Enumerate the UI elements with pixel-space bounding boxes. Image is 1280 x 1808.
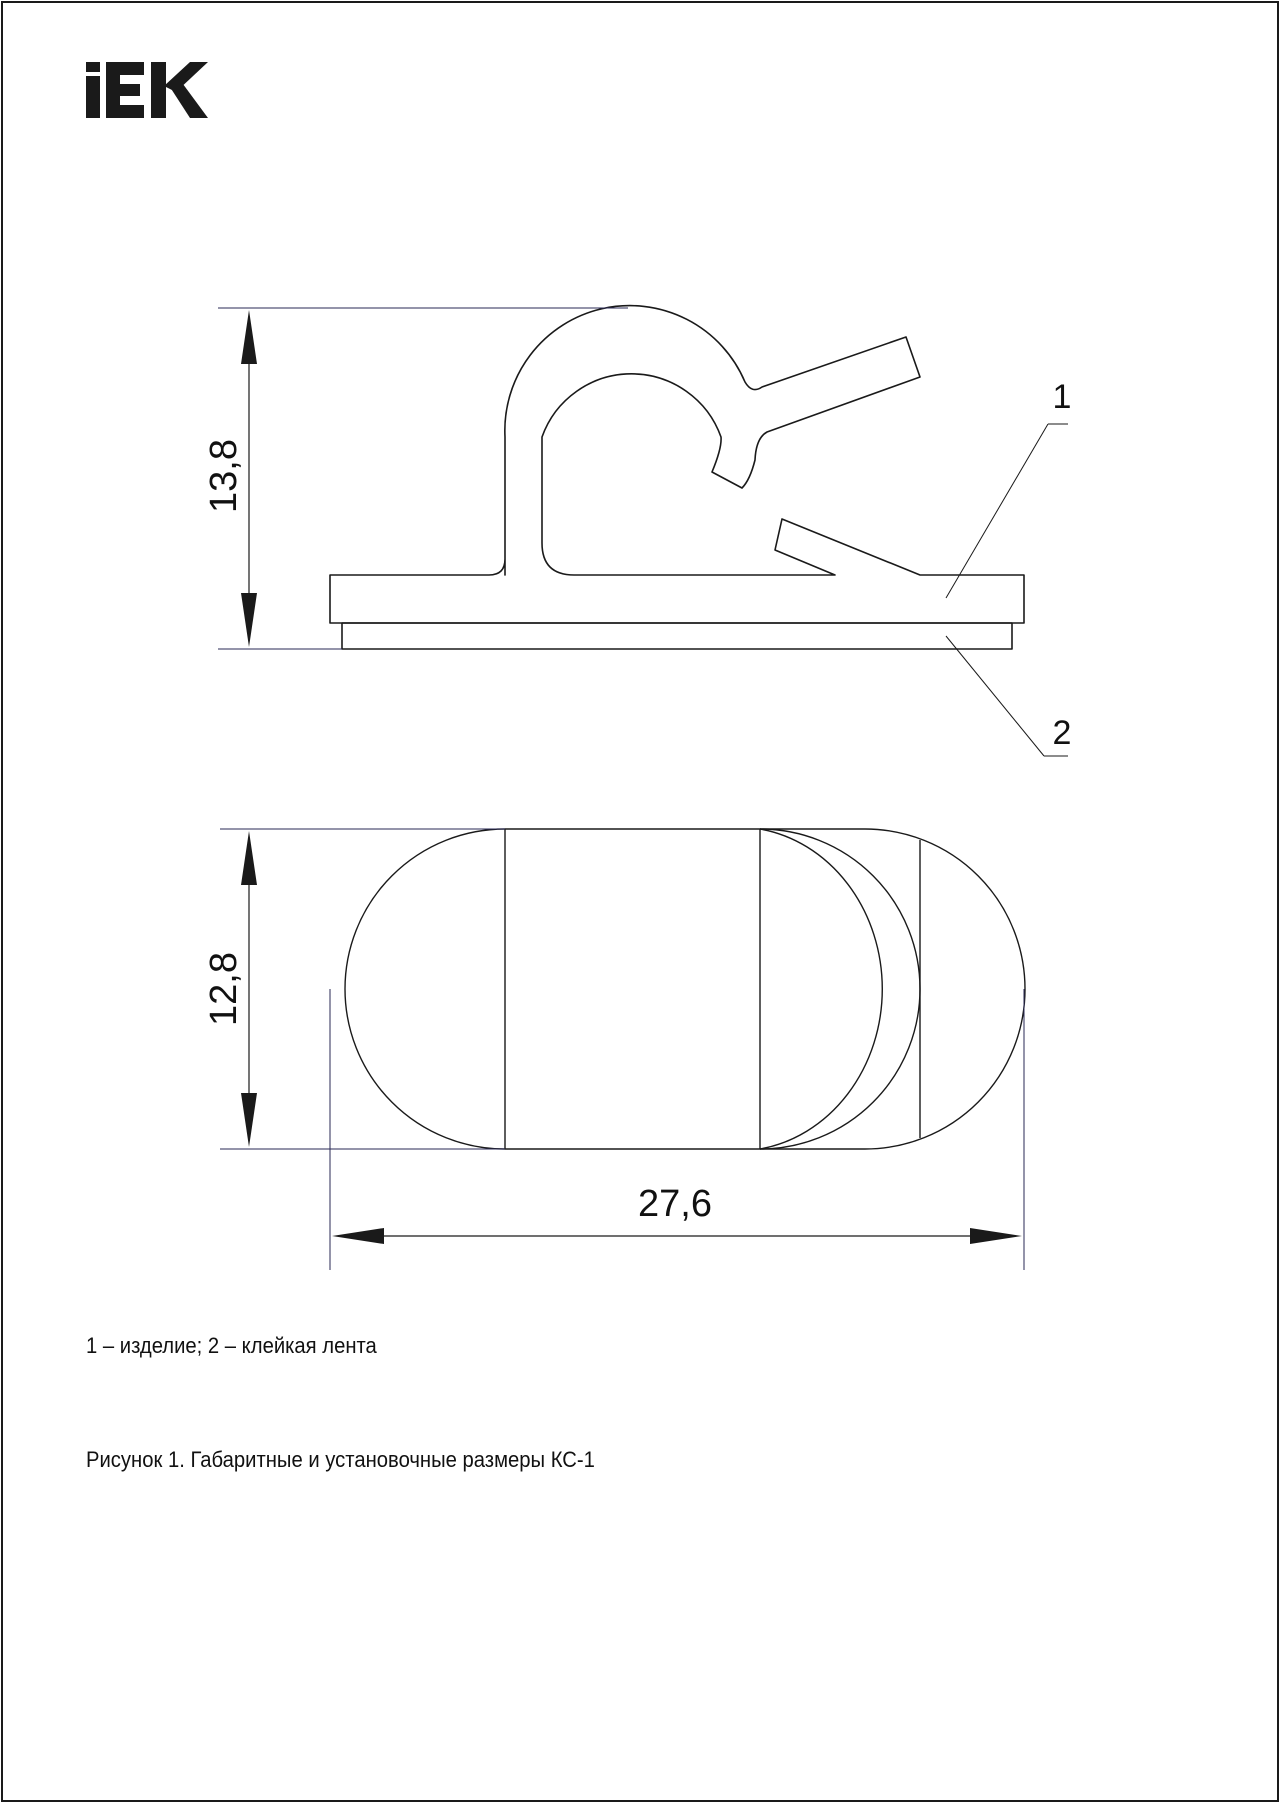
arrow-down [241, 593, 257, 647]
jaw-tip-arc-inner [760, 829, 882, 1149]
page-border [2, 2, 1278, 1801]
arrow-right [970, 1228, 1022, 1244]
dim-height-top-label: 12,8 [203, 952, 245, 1026]
top-view-outline [345, 829, 1025, 1149]
arrow-up [241, 831, 257, 885]
logo-e-top [106, 62, 144, 75]
logo-i-stem [86, 76, 100, 118]
arrow-down [241, 1093, 257, 1147]
figure-title: Рисунок 1. Габаритные и установочные размеры КС-1 [86, 1447, 595, 1472]
clip-outline [330, 306, 1024, 623]
dim-height-side [203, 308, 628, 649]
dim-length-label: 27,6 [638, 1183, 712, 1225]
adhesive-tape [342, 623, 1012, 649]
callout-2-label: 2 [1052, 714, 1072, 752]
logo-e-mid [106, 84, 140, 96]
dim-height-side-label: 13,8 [203, 439, 245, 513]
dim-height-top [203, 829, 505, 1149]
side-view [330, 306, 1024, 649]
arrow-left [332, 1228, 384, 1244]
callout-1-label: 1 [1052, 378, 1072, 416]
iek-logo [86, 62, 208, 118]
jaw-tip-arc-outer [760, 829, 920, 1149]
logo-k-stem [151, 62, 166, 118]
legend-text: 1 – изделие; 2 – клейкая лента [86, 1333, 377, 1358]
callout-1-leader [946, 424, 1048, 598]
arrow-up [241, 310, 257, 364]
callout-2 [946, 636, 1071, 756]
logo-i-dot [86, 62, 100, 72]
logo-e-bottom [106, 105, 144, 118]
callout-1 [946, 378, 1071, 598]
logo-k-lower-arm [168, 80, 208, 118]
top-view [345, 829, 1025, 1149]
callout-2-leader [946, 636, 1044, 756]
